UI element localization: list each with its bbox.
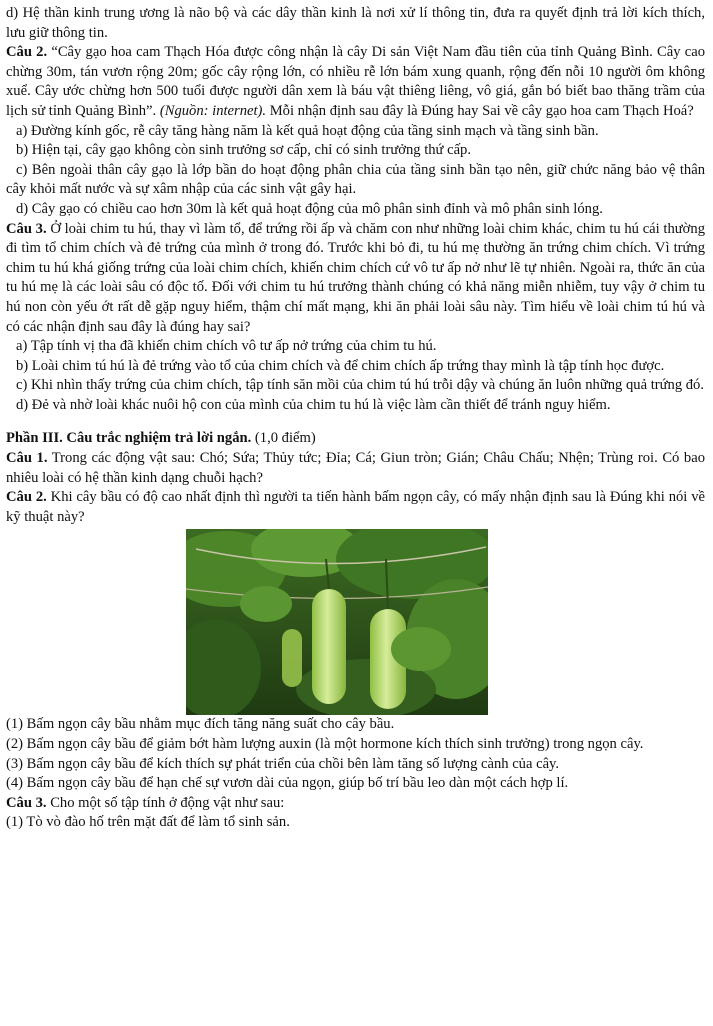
q2-stem [6, 43, 705, 121]
part3-c1 [6, 449, 705, 488]
part3-c2-label: Câu 2. [6, 489, 47, 506]
q2-label: Câu 2. [6, 44, 48, 61]
part3-c3-option-1: (1) Tò vò đào hố trên mặt đất để làm tổ sinh sản. [6, 814, 290, 831]
part3-c3-text: Cho một số tập tính ở động vật như sau: [46, 794, 285, 811]
part3-c2-option-2: (2) Bấm ngọn cây bầu để giảm bớt hàm lượng auxin (là một hormone kích thích sinh trưởng) trong ngọn cây. [6, 736, 644, 753]
q2-text: “Cây gạo hoa cam Thạch Hóa được công nhận là cây Di sản Việt Nam đầu tiên của tỉnh Quảng Bình. Cây cao chừng 30m, tán vươn rộng 20m; gốc cây rộng lớn, có nhiều rễ lớn bám xung quanh, rộng đến nỗi 10 người ôm không xuể. Cây ước chừng hơn 500 tuổi được người dân xem là báu vật thiêng liêng, vô giá, gắn bó biết bao thăng trầm của lịch sử tỉnh Quảng Bình”. [6, 44, 706, 119]
q3-text: Ở loài chim tu hú, thay vì làm tổ, để trứng rồi ấp và chăm con như những loài chim khác, chim tu hú cái thường đi tìm tổ chim chích và đẻ trứng của mình ở trong đó. Trước khi bỏ đi, tu hú mẹ thường ăn trứng chim chích. Vì trứng chim tu hú khá giống trứng của loài chim chích, khiến chim chích cứ vô tư ấp nở như lẽ tự nhiên. Ngoài ra, thức ăn của tu hú mẹ là các loài sâu có độc tố. Đối với chim tu hú trưởng thành chúng có khả năng miễn nhiễm, tuy vậy ở chim tu hú non còn yếu ớt rất dễ gặp nguy hiểm, thậm chí mất mạng, khi ăn phải loài sâu này. Tìm hiểu về loài chim tú hú và có các nhận định sau đây là đúng hay sai? [6, 220, 705, 335]
part3-heading [6, 429, 705, 449]
q3-stem [6, 220, 705, 338]
q2-tail: Mỗi nhận định sau đây là Đúng hay Sai về cây gạo hoa cam Thạch Hoá? [266, 102, 694, 119]
q2-item-b: b) Hiện tại, cây gạo không còn sinh trưởng sơ cấp, chỉ có sinh trưởng thứ cấp. [16, 142, 472, 159]
part3-c2-option-1: (1) Bấm ngọn cây bầu nhằm mục đích tăng năng suất cho cây bầu. [6, 716, 395, 733]
part3-title: Phần III. Câu trắc nghiệm trả lời ngắn. [6, 430, 252, 447]
q2-item-c: c) Bên ngoài thân cây gạo là lớp bần do hoạt động phân chia của tầng sinh bần tạo nên, giữ chức năng bảo vệ thân cây khỏi mất nước và sự xâm nhập của các sinh vật gây hại. [6, 161, 705, 198]
part3-c1-text: Trong các động vật sau: Chó; Sứa; Thủy tức; Đỉa; Cá; Giun tròn; Gián; Châu Chấu; Nhện; Trùng roi. Có bao nhiêu loài có hệ thần kinh dạng chuỗi hạch? [6, 450, 705, 486]
part3-c2-text: Khi cây bầu có độ cao nhất định thì người ta tiến hành bấm ngọn cây, có mấy nhận định sau là Đúng khi nói về kỹ thuật này? [6, 489, 705, 525]
part3-c2-option-3: (3) Bấm ngọn cây bầu để kích thích sự phát triển của chồi bên làm tăng số lượng cành của cây. [6, 755, 560, 772]
q1-item-d: d) Hệ thần kinh trung ương là não bộ và các dây thần kinh là nơi xử lí thông tin, đưa ra quyết định trả lời kích thích, lưu giữ thông tin. [6, 5, 705, 41]
part3-points: (1,0 điểm) [251, 430, 316, 447]
q3-item-d: d) Đẻ và nhờ loài khác nuôi hộ con của mình của chim tu hú là việc làm cần thiết để tránh nguy hiểm. [16, 396, 611, 413]
q3-item-b: b) Loài chim tú hú là đẻ trứng vào tổ của chim chích và để chim chích ấp trứng thay mình là tập tính học được. [16, 357, 665, 374]
part3-c3 [6, 794, 705, 814]
q2-source: (Nguồn: internet). [159, 102, 267, 119]
q3-label: Câu 3. [6, 220, 47, 237]
q3-item-a: a) Tập tính vị tha đã khiến chim chích vô tư ấp nở trứng của chim tu hú. [16, 338, 437, 355]
q2-item-a: a) Đường kính gốc, rễ cây tăng hàng năm là kết quả hoạt động của tầng sinh mạch và tầng sinh bần. [16, 122, 599, 139]
q3-item-c: c) Khi nhìn thấy trứng của chim chích, tập tính săn mồi của chim tú hú trỗi dậy và chúng ăn luôn những quả trứng đó. [16, 377, 705, 394]
part3-c1-label: Câu 1. [6, 450, 48, 467]
gourd-photo [186, 529, 488, 715]
part3-c3-label: Câu 3. [6, 794, 47, 811]
q2-item-d: d) Cây gạo có chiều cao hơn 30m là kết quả hoạt động của mô phân sinh đỉnh và mô phân sinh lóng. [16, 200, 603, 217]
part3-c2 [6, 488, 705, 527]
part3-c2-option-4: (4) Bấm ngọn cây bầu để hạn chế sự vươn dài của ngọn, giúp bố trí bầu leo dàn một cách hợp lí. [6, 775, 569, 792]
gourd-illustration [186, 529, 488, 715]
section-gap [6, 415, 705, 429]
